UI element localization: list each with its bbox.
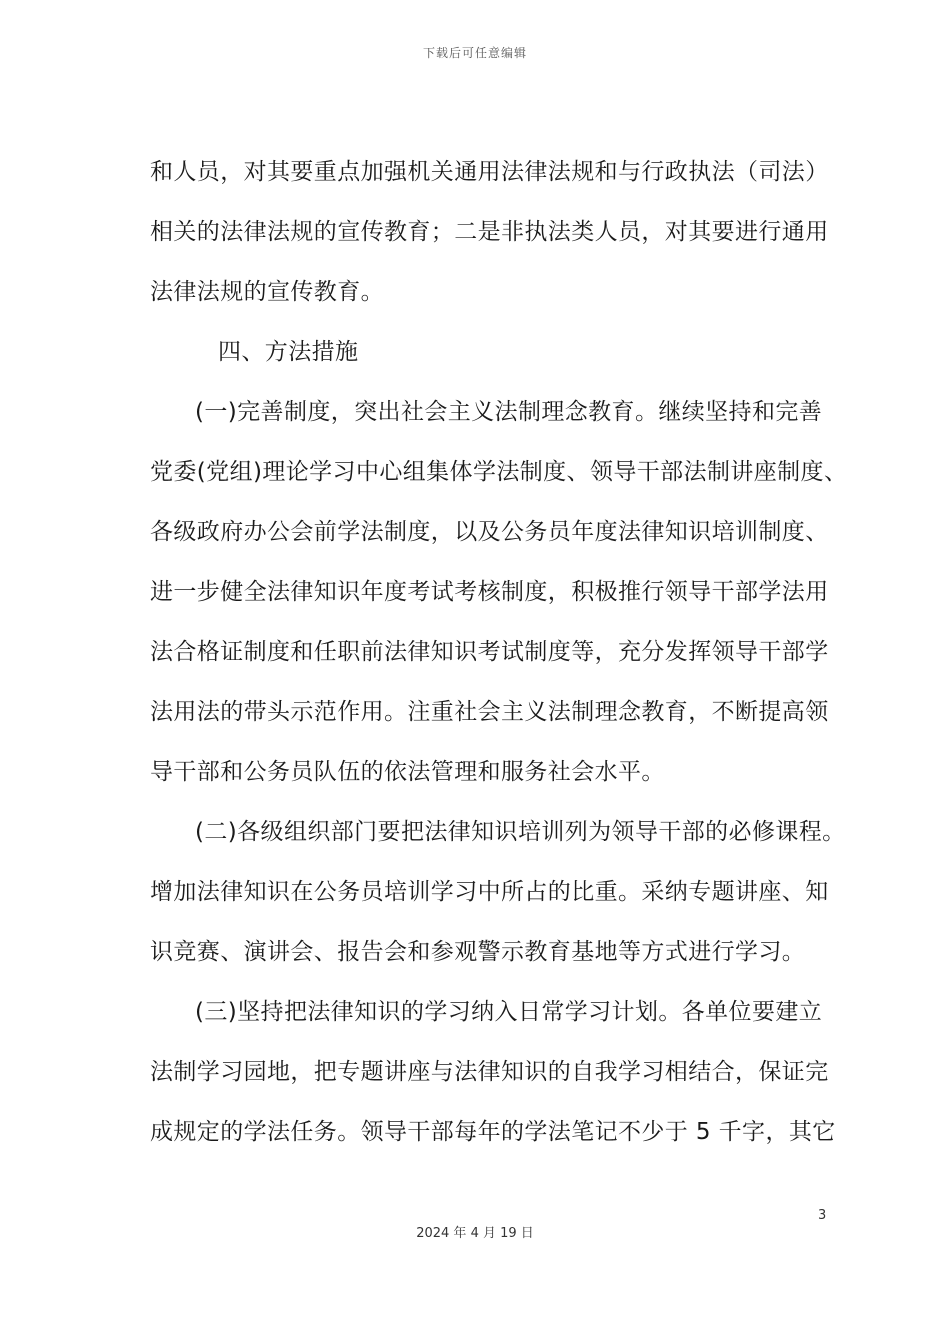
text-line: 法制学习园地，把专题讲座与法律知识的自我学习相结合，保证完 [150,1059,829,1085]
text-line: 法合格证制度和任职前法律知识考试制度等，充分发挥领导干部学 [150,639,829,665]
paragraph-start: (一)完善制度，突出社会主义法制理念教育。继续坚持和完善 [195,399,823,425]
text-line: 和人员，对其要重点加强机关通用法律法规和与行政执法（司法） [150,159,829,185]
text-line: 增加法律知识在公务员培训学习中所占的比重。采纳专题讲座、知 [150,879,829,905]
section-heading: 四、方法措施 [218,339,359,365]
paragraph-start: (二)各级组织部门要把法律知识培训列为领导干部的必修课程。 [195,819,846,845]
text-line: 相关的法律法规的宣传教育；二是非执法类人员，对其要进行通用 [150,219,829,245]
page-header: 下载后可任意编辑 [422,46,527,60]
footer-date: 2024 年 4 月 19 日 [416,1226,534,1241]
text-line: 识竞赛、演讲会、报告会和参观警示教育基地等方式进行学习。 [150,939,806,965]
text-line: 法用法的带头示范作用。注重社会主义法制理念教育，不断提高领 [150,699,829,725]
document-body [150,142,848,1162]
paragraph-start: (三)坚持把法律知识的学习纳入日常学习计划。各单位要建立 [195,999,823,1025]
text-line: 法律法规的宣传教育。 [150,279,384,305]
text-line: 党委(党组)理论学习中心组集体学法制度、领导干部法制讲座制度、 [150,459,848,485]
text-line: 进一步健全法律知识年度考试考核制度，积极推行领导干部学法用 [150,579,829,605]
text-line: 导干部和公务员队伍的依法管理和服务社会水平。 [150,759,665,785]
text-line: 各级政府办公会前学法制度，以及公务员年度法律知识培训制度、 [150,519,829,545]
page-number: 3 [818,1208,827,1223]
text-line: 成规定的学法任务。领导干部每年的学法笔记不少于 5 千字，其它 [150,1119,836,1145]
